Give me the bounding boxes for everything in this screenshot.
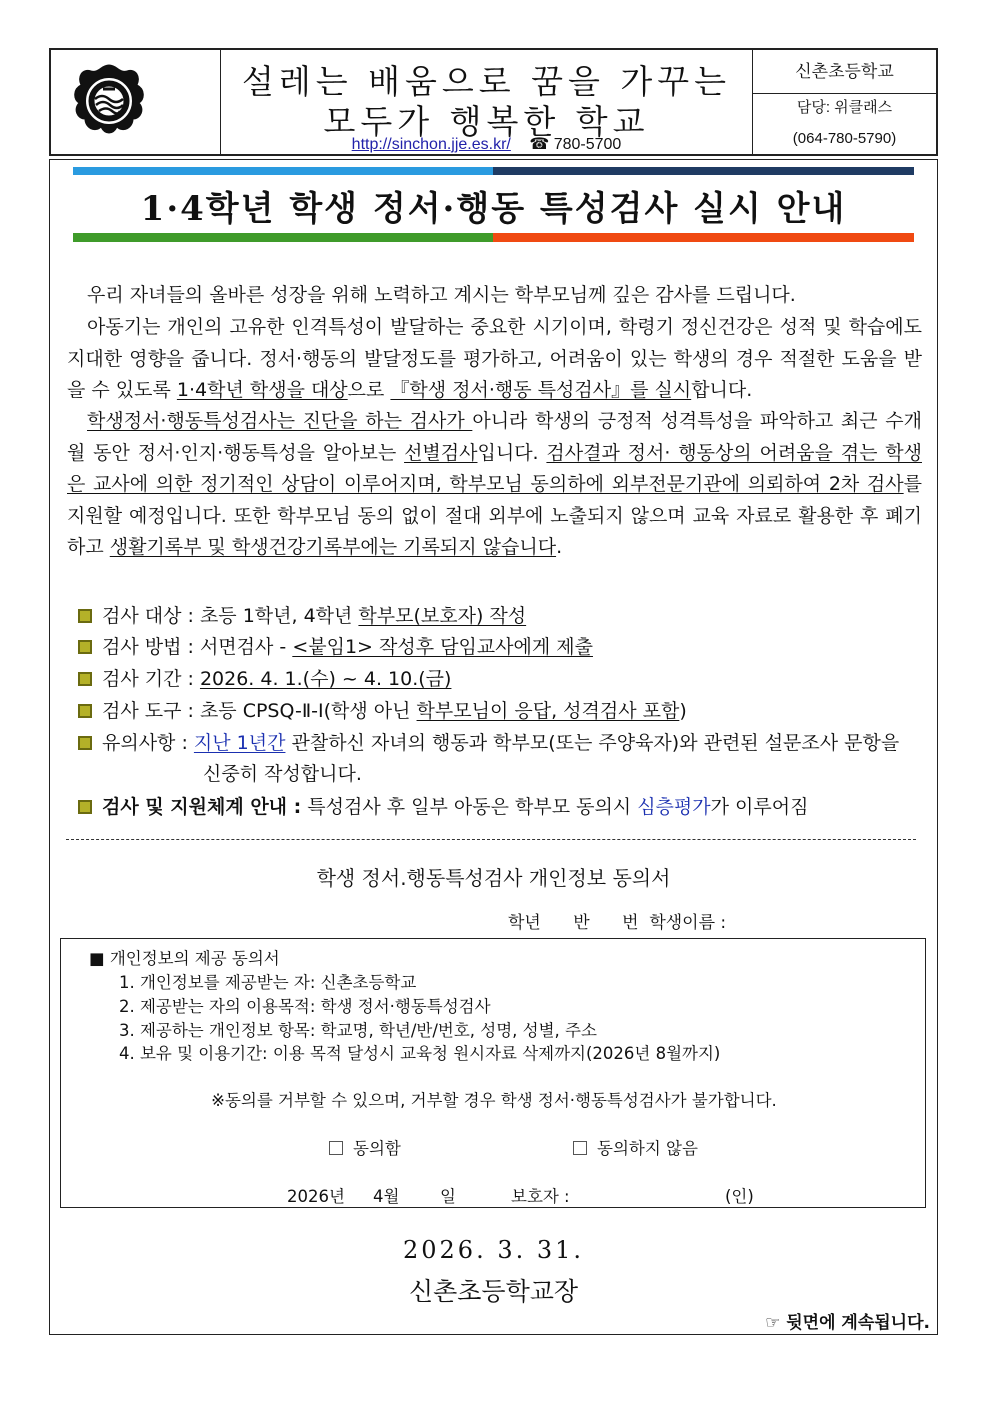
consent-notice: ※동의를 거부할 수 있으며, 거부할 경우 학생 정서·행동특성검사가 불가합니다.	[211, 1091, 777, 1110]
page-title: 1·4학년 학생 정서·행동 특성검사 실시 안내	[140, 189, 847, 229]
p3-text-g: 할 예정입니다. 또한 학부모님 동의 없이 절대 외부에 노출되지 않으며 교육 자료로 활용한 후 폐기하고	[67, 504, 922, 558]
school-phone: ☎ 780-5700	[529, 136, 622, 153]
item-text-end: 가 이루어짐	[710, 796, 809, 818]
agree-label: 동의함	[353, 1139, 401, 1158]
p3-text-b: 아니라 학생의 긍정적 성격특성을 파악하고 최근 수개월 동안 정서·인지·행동특성을 알아보는	[67, 410, 922, 464]
square-bullet-icon	[78, 672, 92, 686]
school-emblem-cell	[51, 50, 221, 154]
item-text-underlined: 2026. 4. 1.(수) ~ 4. 10.(금)	[199, 668, 452, 690]
p2-text-a: 아동기는 개인의 고유한 인격특성이 발달하는 중요한 시기이며, 학령기 정신건강은 성적 및 학습에도 지대한 영향을 줍니다. 정서·행동의 발달정도를 평가하고, 어려움이 있는 학생의 경우 적절한 도움을 받을 수 있도록	[67, 316, 922, 401]
consent-item-3: 3. 제공하는 개인정보 항목: 학교명, 학년/반/번호, 성명, 성별, 주소	[119, 1021, 597, 1040]
p3-text-i: .	[556, 536, 563, 558]
square-bullet-icon	[78, 800, 92, 814]
item-label: 검사 방법 :	[102, 636, 194, 658]
item-label: 검사 기간 :	[102, 668, 194, 690]
item-tool	[78, 696, 687, 723]
intro-paragraph-2	[67, 312, 922, 407]
item-text-end: )	[679, 700, 687, 722]
consent-item-1: 1. 개인정보를 제공받는 자: 신촌초등학교	[119, 973, 417, 992]
item-text: 서면검사 -	[199, 636, 293, 658]
p2-text-b: 으로	[347, 379, 391, 401]
guardian-label[interactable]: 보호자 :	[511, 1187, 570, 1206]
item-text-underlined: 학부모(보호자) 작성	[358, 605, 527, 627]
intro-paragraph-1	[67, 280, 922, 312]
student-info-line[interactable]: 학년 반 번 학생이름 :	[508, 913, 727, 933]
consent-item-2: 2. 제공받는 자의 이용목적: 학생 정서·행동특성검사	[119, 997, 491, 1016]
manager-label: 담당: 위클래스	[796, 99, 893, 116]
p3-not-recorded: 생활기록부 및 학생건강기록부에는 기록되지 않습니다	[109, 536, 557, 558]
sign-year: 2026년	[287, 1187, 345, 1206]
disagree-checkbox[interactable]	[573, 1141, 587, 1155]
title-bar-bottom-left	[73, 233, 493, 242]
principal-signature: 신촌초등학교장	[408, 1277, 579, 1306]
square-bullet-icon	[78, 704, 92, 718]
item-label: 검사 도구 :	[102, 700, 194, 722]
agree-option[interactable]	[329, 1135, 401, 1159]
item-label: 검사 대상 :	[102, 605, 194, 627]
manager-phone: (064-780-5790)	[792, 130, 897, 147]
item-text-underlined: <붙임1> 작성후 담임교사에게 제출	[292, 636, 593, 658]
square-bullet-icon	[78, 640, 92, 654]
intro-greeting: 우리 자녀들의 올바른 성장을 위해 노력하고 계시는 학부모님께 깊은 감사를 드립니다.	[87, 284, 796, 306]
school-website-link[interactable]: http://sinchon.jje.es.kr/	[351, 136, 511, 153]
p3-text-f: 를 지원	[67, 473, 922, 527]
item-support	[78, 792, 808, 819]
sign-month[interactable]: 4월	[373, 1187, 400, 1206]
p3-support-note: 검사결과 정서· 행동상의 어려움을 겪는 학생은 교사에 의한 정기적인 상담이 이루어지며, 학부모님 동의하에 외부전문기관에 의뢰하여 2차 검사	[67, 441, 922, 495]
intro-paragraph-3	[67, 406, 922, 564]
item-text-highlight: 심층평가	[637, 796, 711, 818]
item-text: 초등 1학년, 4학년	[199, 605, 359, 627]
item-target	[78, 601, 526, 628]
item-period	[78, 664, 451, 691]
item-text-underlined: 학부모님이 응답, 성격검사 포함	[416, 700, 680, 722]
square-bullet-icon	[78, 609, 92, 623]
item-notes	[78, 728, 899, 755]
item-label: 유의사항 :	[102, 732, 188, 754]
issue-date: 2026. 3. 31.	[402, 1236, 585, 1264]
p2-target: 1·4학년 학생을 대상	[176, 379, 348, 401]
square-bullet-icon	[78, 736, 92, 750]
contact-line	[221, 134, 752, 154]
item-text-highlight: 지난 1년간	[193, 732, 286, 754]
item-text: 초등 CPSQ-Ⅱ-Ⅰ(학생 아닌	[199, 700, 417, 722]
disagree-label: 동의하지 않음	[597, 1139, 698, 1158]
seal-mark: (인)	[725, 1187, 754, 1206]
school-emblem-icon	[51, 50, 221, 154]
consent-box	[60, 938, 926, 1208]
p3-screening: 선별검사	[404, 441, 478, 464]
disagree-option[interactable]	[573, 1135, 698, 1159]
item-method	[78, 632, 593, 659]
item-notes-continued: 신중히 작성합니다.	[203, 763, 362, 785]
motto-line-2: 모두가 행복한 학교	[323, 102, 650, 141]
consent-title: 학생 정서.행동특성검사 개인정보 동의서	[316, 866, 671, 890]
consent-heading: ■ 개인정보의 제공 동의서	[89, 949, 280, 968]
item-text: 관찰하신 자녀의 행동과 학부모(또는 주양육자)와 관련된 설문조사 문항을	[285, 732, 900, 754]
title-bar-bottom-right	[493, 233, 914, 242]
title-bar-top-right	[493, 167, 914, 175]
sign-day[interactable]: 일	[440, 1187, 456, 1206]
consent-item-4: 4. 보유 및 이용기간: 이용 목적 달성시 교육청 원시자료 삭제까지(2026년 8월까지)	[119, 1044, 721, 1063]
letterhead	[49, 48, 938, 156]
p3-text-d: 입니다.	[477, 441, 547, 464]
school-name: 신촌초등학교	[753, 50, 936, 94]
item-text: 특성검사 후 일부 아동은 학부모 동의시	[307, 796, 638, 818]
p2-test-name: 『학생 정서·행동 특성검사』를 실시	[390, 379, 692, 401]
title-bar-top-left	[73, 167, 493, 175]
cut-line-divider	[66, 839, 916, 840]
p2-text-c: 합니다.	[691, 379, 753, 401]
agree-checkbox[interactable]	[329, 1141, 343, 1155]
item-label: 검사 및 지원체계 안내 :	[102, 796, 302, 818]
continued-notice: ☞ 뒷면에 계속됩니다.	[765, 1313, 930, 1333]
motto-cell	[221, 50, 753, 154]
p3-text-a: 학생정서·행동특성검사는 진단을 하는 검사가	[87, 410, 473, 432]
motto-line-1: 설레는 배움으로 꿈을 가꾸는	[241, 62, 731, 101]
